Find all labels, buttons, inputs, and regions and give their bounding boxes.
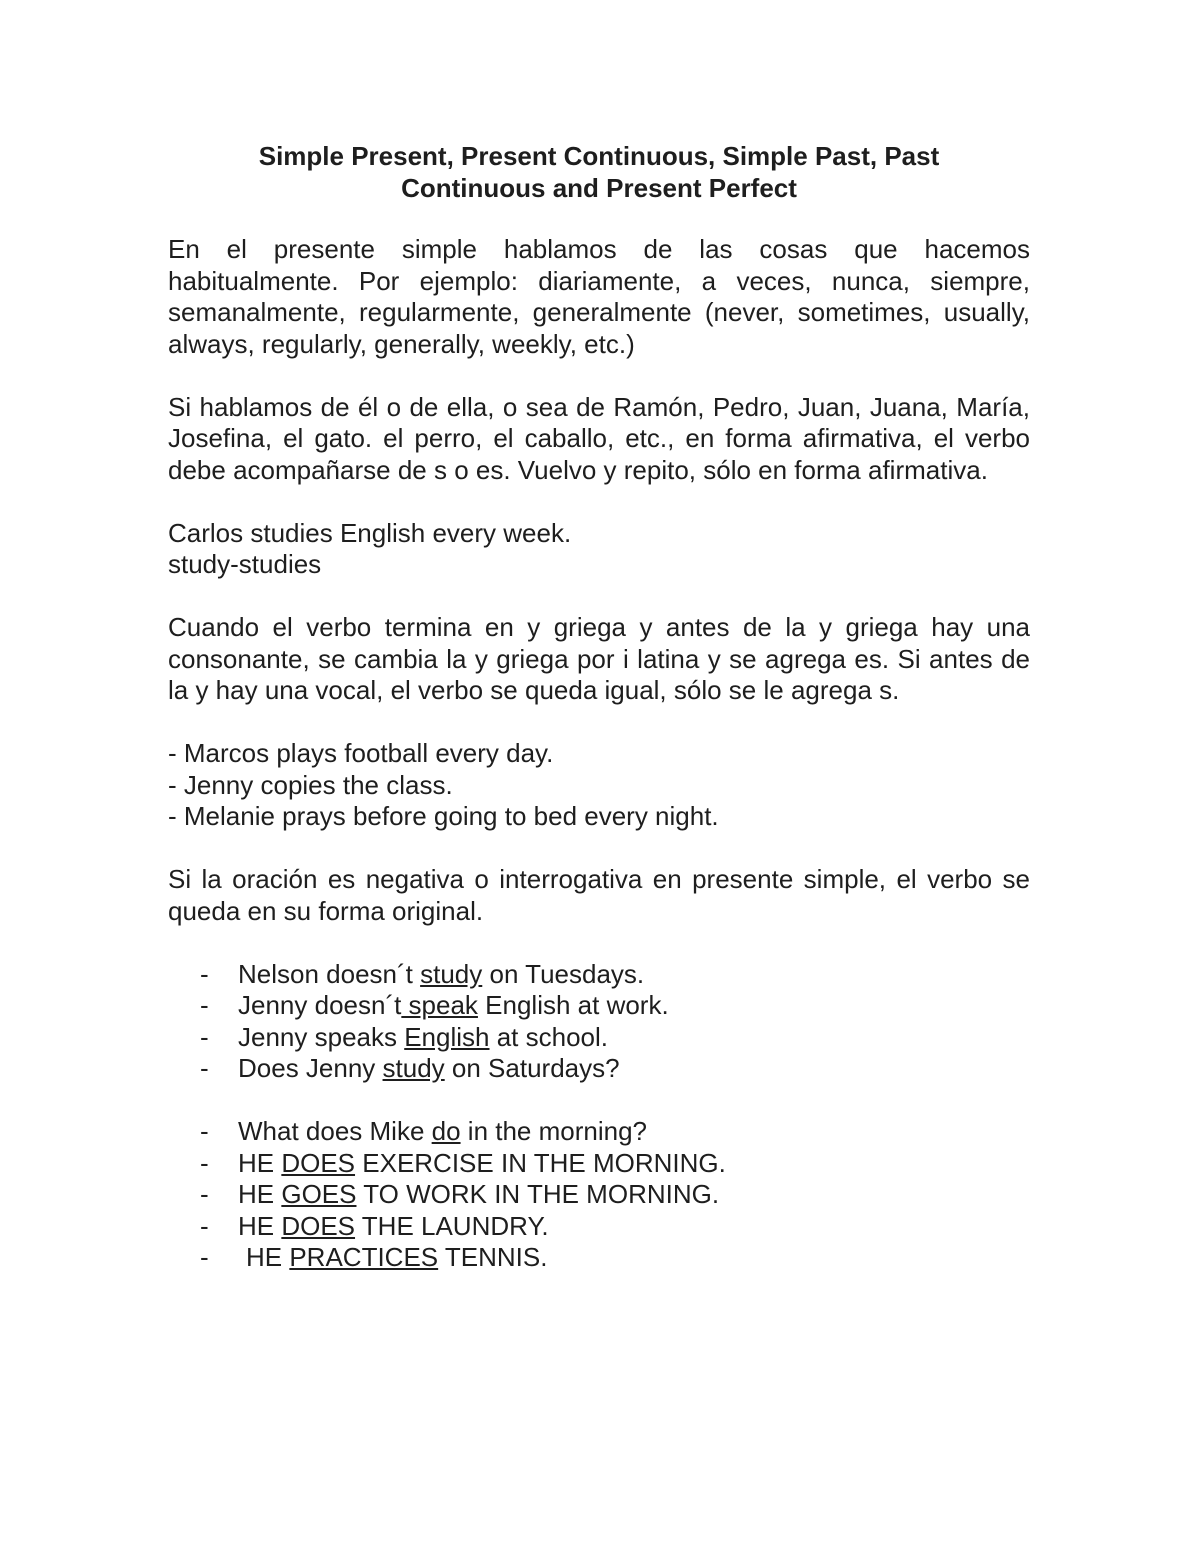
- underlined-word: do: [431, 1116, 461, 1146]
- dash-example-3: - Melanie prays before going to bed every night.: [168, 801, 719, 831]
- paragraph-y-rule: Cuando el verbo termina en y griega y antes de la y griega hay una consonante, se cambia la y griega por i latina y se agrega es. Si antes de la y hay una vocal, el verbo se queda igual, sólo se le agrega s.: [168, 612, 1030, 705]
- paragraph-third-person: Si hablamos de él o de ella, o sea de Ramón, Pedro, Juan, Juana, María, Josefina, el gato. el perro, el caballo, etc., en forma afirmativa, el verbo debe acompañarse de s o es. Vuelvo y repito, sólo en forma afirmativa.: [168, 391, 1030, 485]
- underlined-word: GOES: [281, 1179, 357, 1209]
- underlined-word: study: [382, 1053, 445, 1083]
- list-item: - Jenny speaks English at school.: [200, 1021, 609, 1052]
- list-item: - HE PRACTICES TENNIS.: [200, 1242, 548, 1272]
- underlined-word: PRACTICES: [289, 1242, 439, 1272]
- paragraph-frequency: En el presente simple hablamos de las cosas que hacemos habitualmente. Por ejemplo: diariamente, a veces, nunca, siempre, semanalmente, regularmente, generalmente (never, sometimes, usually, always, regularly, generally, weekly, etc.): [168, 234, 1030, 359]
- list-item: - Does Jenny study on Saturdays?: [200, 1053, 620, 1083]
- underlined-word: English: [404, 1021, 490, 1052]
- list-item: - What does Mike do in the morning?: [200, 1116, 648, 1146]
- negative-examples-list: [168, 959, 1030, 1085]
- underlined-word: DOES: [281, 1147, 356, 1178]
- document-title: [168, 140, 1030, 204]
- list-item: - HE DOES THE LAUNDRY.: [200, 1210, 549, 1241]
- list-item: - Nelson doesn´t study on Tuesdays.: [200, 958, 645, 989]
- dash-example-1: - Marcos plays football every day.: [168, 738, 554, 768]
- title-line-2: Continuous and Present Perfect: [401, 173, 797, 203]
- underlined-word: study: [420, 958, 483, 989]
- list-item: - HE DOES EXERCISE IN THE MORNING.: [200, 1147, 726, 1178]
- document-body: [168, 140, 1030, 1274]
- morning-examples-list: [168, 1116, 1030, 1274]
- example-verb-change: study-studies: [168, 549, 322, 579]
- title-line-1: Simple Present, Present Continuous, Simple Past, Past: [258, 141, 940, 171]
- example-sentence: Carlos studies English every week.: [168, 517, 572, 548]
- list-item: - Jenny doesn´t speak English at work.: [200, 990, 669, 1020]
- dash-example-2: - Jenny copies the class.: [168, 769, 453, 800]
- underlined-word: DOES: [281, 1210, 356, 1241]
- paragraph-negative-rule: Si la oración es negativa o interrogativa en presente simple, el verbo se queda en su forma original.: [168, 864, 1030, 926]
- list-item: - HE GOES TO WORK IN THE MORNING.: [200, 1179, 720, 1209]
- underlined-word: speak: [401, 990, 478, 1020]
